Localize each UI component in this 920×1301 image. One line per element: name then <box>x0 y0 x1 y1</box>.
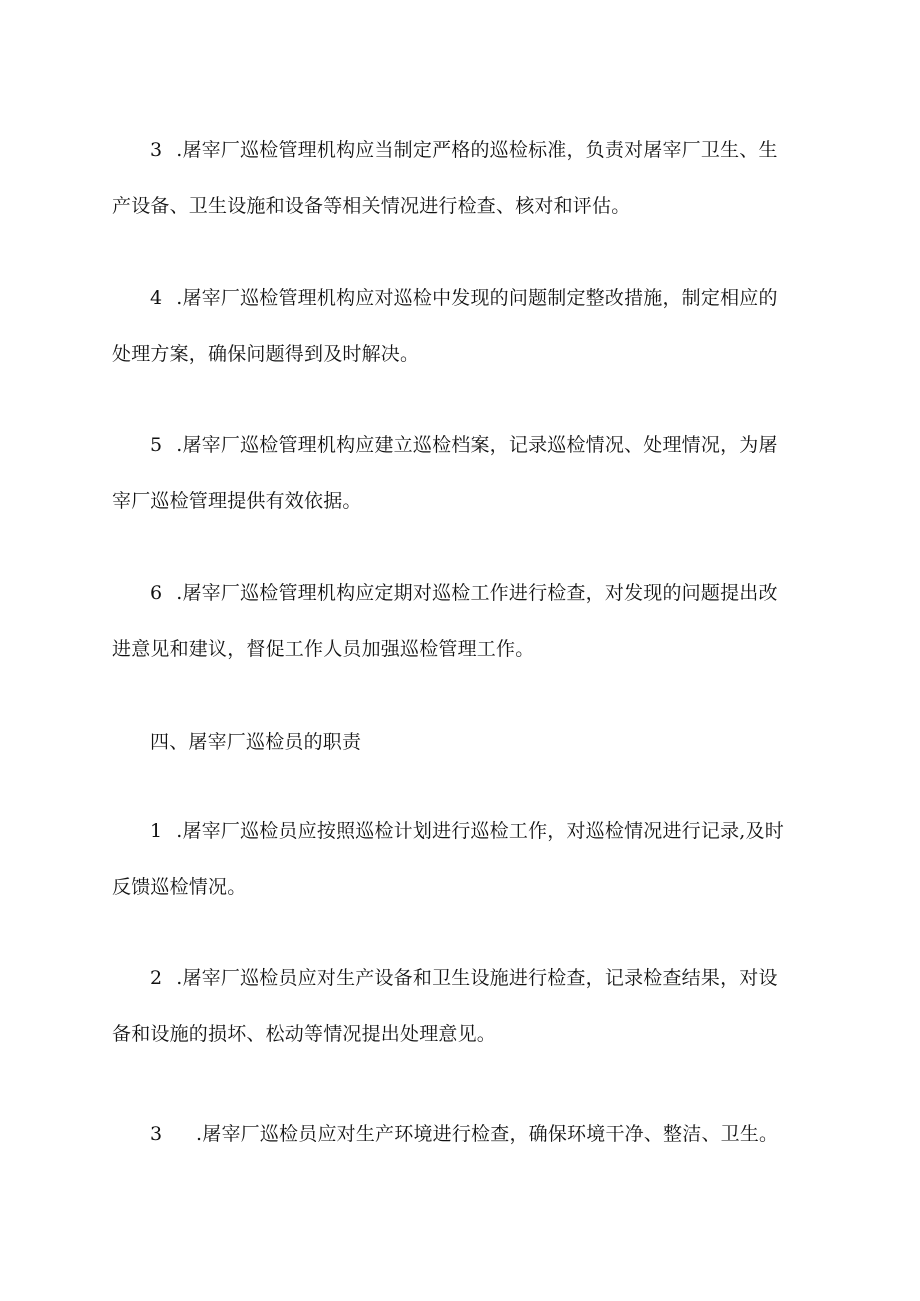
item-number: 5 <box>150 434 163 456</box>
item-number: 3 <box>150 139 163 161</box>
paragraph-continuation: 处理方案，确保问题得到及时解决。 <box>112 343 420 365</box>
paragraph-text: .屠宰厂巡检管理机构应当制定严格的巡检标准，负责对屠宰厂卫生、生 <box>170 139 778 161</box>
paragraph-line <box>112 950 812 1006</box>
paragraph-line <box>112 417 812 473</box>
paragraph-text: .屠宰厂巡检员应对生产环境进行检查，确保环境干净、整洁、卫生。 <box>196 1123 779 1145</box>
paragraph-line <box>112 803 812 859</box>
paragraph-line <box>112 565 812 621</box>
paragraph-3 <box>112 122 812 234</box>
paragraph-continuation: 备和设施的损坏、松动等情况提出处理意见。 <box>112 1023 497 1045</box>
paragraph-text: .屠宰厂巡检管理机构应定期对巡检工作进行检查，对发现的问题提出改 <box>170 582 778 604</box>
duty-2 <box>112 950 812 1062</box>
paragraph-4 <box>112 270 812 382</box>
paragraph-continuation: 反馈巡检情况。 <box>112 876 247 898</box>
paragraph-text: .屠宰厂巡检员应按照巡检计划进行巡检工作，对巡检情况进行记录,及时 <box>170 820 784 842</box>
paragraph-line <box>112 270 812 326</box>
item-number: 2 <box>150 967 163 989</box>
duty-1 <box>112 803 812 915</box>
paragraph-line <box>112 1106 812 1162</box>
paragraph-line <box>112 122 812 178</box>
item-number: 6 <box>150 582 163 604</box>
item-number: 4 <box>150 287 163 309</box>
item-number: 3 <box>150 1123 163 1145</box>
paragraph-text: .屠宰厂巡检管理机构应建立巡检档案，记录巡检情况、处理情况，为屠 <box>170 434 778 456</box>
paragraph-continuation: 宰厂巡检管理提供有效依据。 <box>112 490 362 512</box>
section-heading: 四、屠宰厂巡检员的职责 <box>150 731 362 753</box>
paragraph-5 <box>112 417 812 529</box>
item-number: 1 <box>150 820 163 842</box>
paragraph-text: .屠宰厂巡检管理机构应对巡检中发现的问题制定整改措施，制定相应的 <box>170 287 778 309</box>
duty-3 <box>112 1106 812 1162</box>
paragraph-continuation: 产设备、卫生设施和设备等相关情况进行检查、核对和评估。 <box>112 195 631 217</box>
paragraph-text: .屠宰厂巡检员应对生产设备和卫生设施进行检查，记录检查结果，对设 <box>170 967 778 989</box>
paragraph-continuation: 进意见和建议，督促工作人员加强巡检管理工作。 <box>112 638 535 660</box>
paragraph-6 <box>112 565 812 677</box>
section-heading-block <box>112 714 812 770</box>
